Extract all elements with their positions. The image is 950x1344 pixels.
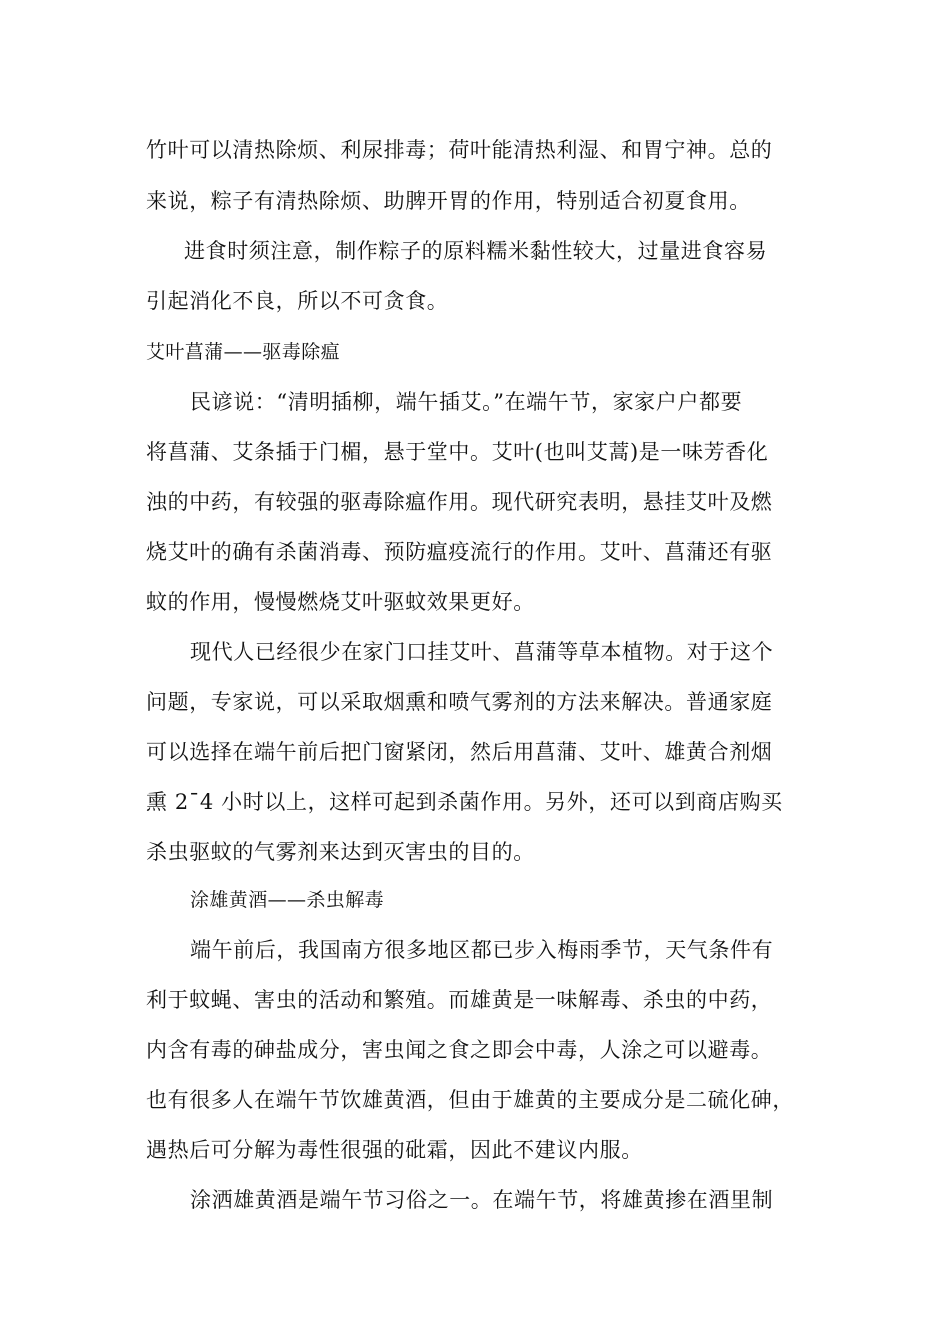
- section-heading-aiye: 艾叶菖蒲——驱毒除瘟: [146, 341, 341, 363]
- text-line-3: 进食时须注意，制作粽子的原料糯米黏性较大，过量进食容易: [184, 239, 768, 263]
- text-line-8: 浊的中药，有较强的驱毒除瘟作用。现代研究表明，悬挂艾叶及燃: [146, 490, 773, 514]
- text-line-18: 利于蚊蝇、害虫的活动和繁殖。而雄黄是一味解毒、杀虫的中药，: [146, 988, 773, 1012]
- text-line-2: 来说，粽子有清热除烦、助脾开胃的作用，特别适合初夏食用。: [146, 189, 751, 213]
- text-line-17: 端午前后，我国南方很多地区都已步入梅雨季节，天气条件有: [190, 938, 774, 962]
- text-line-20: 也有很多人在端午节饮雄黄酒，但由于雄黄的主要成分是二硫化砷，: [146, 1088, 794, 1112]
- text-line-22: 涂洒雄黄酒是端午节习俗之一。在端午节，将雄黄掺在酒里制: [190, 1188, 774, 1212]
- text-line-12: 问题，专家说，可以采取烟熏和喷气雾剂的方法来解决。普通家庭: [146, 690, 773, 714]
- text-line-7: 将菖蒲、艾条插于门楣，悬于堂中。艾叶(也叫艾蒿)是一味芳香化: [146, 440, 769, 464]
- text-line-6: 民谚说：“清明插柳，端午插艾。”在端午节，家家户户都要: [190, 390, 743, 414]
- text-line-15: 杀虫驱蚊的气雾剂来达到灭害虫的目的。: [146, 840, 535, 864]
- text-line-14: 熏 2¯4 小时以上，这样可起到杀菌作用。另外，还可以到商店购买: [146, 790, 783, 814]
- text-line-13: 可以选择在端午前后把门窗紧闭，然后用菖蒲、艾叶、雄黄合剂烟: [146, 740, 773, 764]
- text-line-10: 蚊的作用，慢慢燃烧艾叶驱蚊效果更好。: [146, 590, 535, 614]
- text-line-11: 现代人已经很少在家门口挂艾叶、菖蒲等草本植物。对于这个: [190, 640, 774, 664]
- text-line-21: 遇热后可分解为毒性很强的砒霜，因此不建议内服。: [146, 1138, 643, 1162]
- text-line-9: 烧艾叶的确有杀菌消毒、预防瘟疫流行的作用。艾叶、菖蒲还有驱: [146, 540, 773, 564]
- text-line-19: 内含有毒的砷盐成分，害虫闻之食之即会中毒，人涂之可以避毒。: [146, 1038, 773, 1062]
- text-line-1: 竹叶可以清热除烦、利尿排毒；荷叶能清热利湿、和胃宁神。总的: [146, 138, 773, 162]
- text-line-4: 引起消化不良，所以不可贪食。: [146, 289, 449, 313]
- section-heading-xionghuang: 涂雄黄酒——杀虫解毒: [190, 889, 385, 911]
